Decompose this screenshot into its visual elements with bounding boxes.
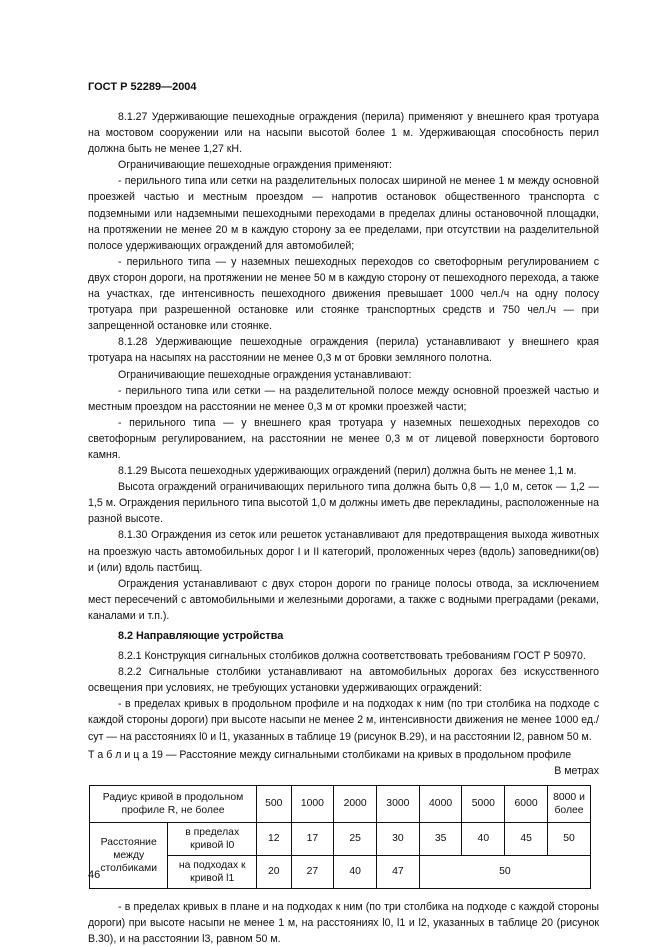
table-unit: В метрах xyxy=(554,764,599,777)
page-number: 46 xyxy=(88,869,101,881)
radius-cell: 8000 и более xyxy=(548,785,591,822)
paragraph: Высота ограждений ограничивающих перильного типа должна быть 0,8 — 1,0 м, сеток — 1,2 — 1,5 м. Ограждения перильного типа высотой 1,0 м должны иметь две перекладины, расположенные на разной высоте. xyxy=(88,481,599,526)
value-cell: 30 xyxy=(377,822,420,855)
paragraph: - перильного типа — у внешнего края тротуара у наземных пешеходных переходов со светофорным регулированием, на расстоянии не менее 0,3 м от лицевой поверхности бортового камня. xyxy=(88,416,599,461)
document-header: ГОСТ Р 52289—2004 xyxy=(88,81,197,93)
paragraph: Ограничивающие пешеходные ограждения устанавливают: xyxy=(118,368,412,381)
header-label-cell: Радиус кривой в продольном профиле R, не более xyxy=(90,785,257,822)
value-cell: 27 xyxy=(291,855,334,888)
value-cell: 20 xyxy=(257,855,292,888)
paragraph: 8.1.28 Удерживающие пешеходные ограждения (перила) устанавливают у внешнего края тротуара на насыпях на расстоянии не менее 0,3 м от бровки земляного полотна. xyxy=(88,336,599,365)
section-title: 8.2 Направляющие устройства xyxy=(118,630,284,642)
radius-cell: 2000 xyxy=(334,785,377,822)
paragraph: Ограждения устанавливают с двух сторон дороги по границе полосы отвода, за исключением мест пересечений с автомобильными и железными дорогами, а также с водными преградами (реками, каналами и т.п.). xyxy=(88,577,599,622)
paragraph: 8.1.27 Удерживающие пешеходные ограждения (перила) применяют у внешнего края тротуара на мостовом сооружении или на насыпи высотой более 1 м. Удерживающая способность перил должна быть не менее 1,27 кН. xyxy=(88,111,599,156)
value-cell: 50 xyxy=(548,822,591,855)
value-cell: 40 xyxy=(462,822,505,855)
merged-value-cell: 50 xyxy=(419,855,590,888)
radius-cell: 3000 xyxy=(377,785,420,822)
paragraph: Ограничивающие пешеходные ограждения применяют: xyxy=(118,159,392,172)
radius-cell: 1000 xyxy=(291,785,334,822)
paragraph: - перильного типа — у наземных пешеходных переходов со светофорным регулированием с двух сторон дороги, на протяжении не менее 50 м в каждую сторону от пешеходного перехода, а также на участках, где интенсивность пешеходного движения превышает 1000 чел./ч на одну полосу тротуара при разрешенной остановке или стоянке транспортных средств и 750 чел./ч — при запрещенной остановке или стоянке. xyxy=(88,255,599,333)
paragraph: 8.2.2 Сигнальные столбики устанавливают на автомобильных дорогах без искусственного освещения при условиях, не требующих установки удерживающих ограждений: xyxy=(88,666,599,695)
paragraph: 8.1.30 Ограждения из сеток или решеток устанавливают для предотвращения выхода животных на проезжую часть автомобильных дорог I и II категорий, проложенных через (вдоль) заповедники(ов) и (или) вдоль пастбищ. xyxy=(88,529,599,574)
paragraph: - в пределах кривых в продольном профиле и на подходах к ним (по три столбика на подходе с каждой стороны дороги) при высоте насыпи не менее 2 м, интенсивности движения не менее 1000 ед./сут — на расстояниях l0 и l1, указанных в таблице 19 (рисунок В.29), и на расстоянии l2, равном 50 м. xyxy=(88,698,599,743)
value-cell: 35 xyxy=(419,822,462,855)
radius-cell: 5000 xyxy=(462,785,505,822)
paragraph: - в пределах кривых в плане и на подходах к ним (по три столбика на подходе с каждой стороны дороги) при высоте насыпи не менее 1 м, на расстояниях l0, l1 и l2, указанных в таблице 20 (рисунок В.30), и на расстоянии l3, равном 50 м. xyxy=(88,900,599,946)
radius-cell: 500 xyxy=(257,785,292,822)
row-group-cell: Расстояние между столбиками xyxy=(90,822,168,888)
radius-cell: 6000 xyxy=(505,785,548,822)
value-cell: 12 xyxy=(257,822,292,855)
value-cell: 45 xyxy=(505,822,548,855)
table-19 xyxy=(89,785,591,889)
table-caption: Т а б л и ц а 19 — Расстояние между сигнальными столбиками на кривых в продольном профиле xyxy=(88,748,572,761)
paragraph: - перильного типа или сетки — на разделительной полосе между основной проезжей частью и местным проездом на расстоянии не менее 0,3 м от кромки проезжей части; xyxy=(88,384,599,413)
document-body xyxy=(88,109,599,947)
value-cell: 17 xyxy=(291,822,334,855)
value-cell: 47 xyxy=(377,855,420,888)
value-cell: 40 xyxy=(334,855,377,888)
row-label-cell: на подходах к кривой l1 xyxy=(168,855,257,888)
radius-cell: 4000 xyxy=(419,785,462,822)
paragraph: - перильного типа или сетки на разделительных полосах шириной не менее 1 м между основной проезжей частью и местным проездом — напротив остановок общественного транспорта с подземными или надземными пешеходными переходами в пределах длины остановочной площадки, на протяжении не менее 20 м в каждую сторону за ее пределами, при отсутствии на разделительной полосе удерживающих ограждений для автомобилей; xyxy=(88,175,599,252)
paragraph: 8.2.1 Конструкция сигнальных столбиков должна соответствовать требованиям ГОСТ Р 50970. xyxy=(118,650,586,663)
row-label-cell: в пределах кривой l0 xyxy=(168,822,257,855)
paragraph: 8.1.29 Высота пешеходных удерживающих ограждений (перил) должна быть не менее 1,1 м. xyxy=(118,465,577,478)
value-cell: 25 xyxy=(334,822,377,855)
